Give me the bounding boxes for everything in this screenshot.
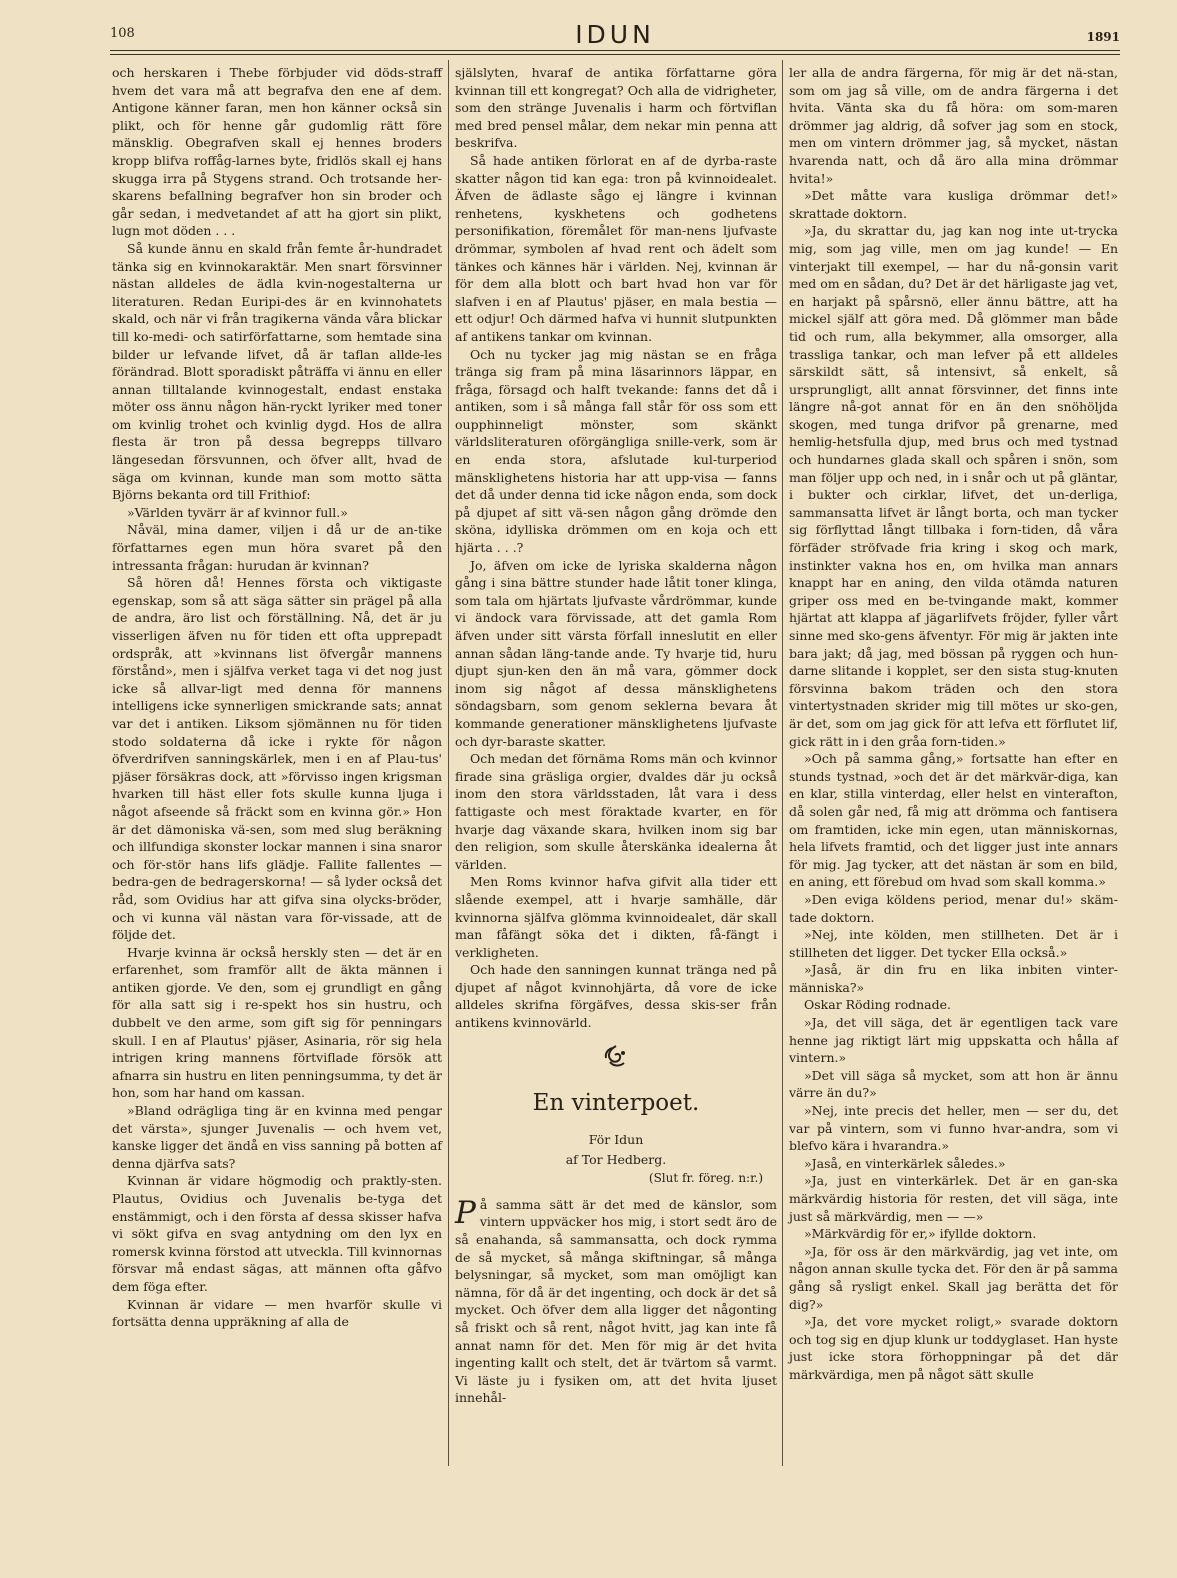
paragraph: »Nej, inte precis det heller, men — ser du, det var på vintern, som vi funno hvar-andra, som vi blefvo kära i hvarandra.» [789,1103,1118,1154]
paragraph: »Det vill säga så mycket, som att hon är ännu värre än du?» [789,1067,1118,1101]
paragraph: »Ja, det vill säga, det är egentligen tack vare henne jag riktigt lärt mig uppskatta och hålla af vintern.» [789,1015,1118,1066]
article-for-line: För Idun [588,1132,644,1148]
paragraph: »Nej, inte kölden, men stillheten. Det är i stillheten det ligger. Det tycker Ella också.» [789,927,1118,960]
column-divider [448,60,449,1466]
paragraph: »Jaså, en vinterkärlek således.» [804,1155,1006,1171]
paragraph: Och medan det förnäma Roms män och kvinnor firade sina gräsliga orgier, dvaldes där ju också inom den stora världsstaden, låt vara i dess fattigaste och mest föraktade kvarter, en för hvarje dag växande skara, hvilken inom sig bar den religion, som skulle återskänka idealerna åt världen. [455,751,777,872]
paragraph: Så hade antiken förlorat en af de dyrba-raste skatter någon tid kan ega: tron på kvinnoidealet. Äfven de ädlaste sågo ej längre i kvinnan renhetens, kyskhetens och godhetens personifikation, föremålet för man-nens ljufvaste drömmar, symbolen af hvad rent och ädelt som tänkes och kännes här i världen. Nej, kvinnan är för dem alla blott och bart hvad hon var för slafven i en af Plautus' pjäser, en mala bestia — ett odjur! Och därmed hafva vi hunnit slutpunkten af antikens tankar om kvinnan. [455,152,777,344]
masthead: IDUN [575,20,655,49]
paragraph: »Ja, det vore mycket roligt,» svarade doktorn och tog sig en djup klunk ur toddyglaset. Han hyste just icke stora förhoppningar på det där märkvärdiga, men på något sätt skulle [789,1314,1118,1382]
column-1 [112,64,442,1331]
paragraph: Och hade den sanningen kunnat tränga ned på djupet af något kvinnohjärta, då vore de icke alldeles skrifna förgäfves, dessa skis-ser från antikens kvinnovärld. [455,962,777,1031]
column-divider [782,60,783,1466]
paragraph: Så hören då! Hennes första och viktigaste egenskap, som så att säga sätter sin prägel på alla de andra, äro list och förställning. Nå, det är ju visserligen äfven nu för tiden ett ofta upprepadt ordspråk, att »kvinnans list öfvergår mannens förstånd», men i själfva verket taga vi det nog just icke så allvar-ligt med denna för mannens intelligens icke synnerligen smickrande sats; annat var det i antiken. Liksom sjömännen nu för tiden stodo soldaterna då icke i rykte för någon öfverdrifven sanningskärlek, men i en af Plau-tus' pjäser försäkras dock, att »förvisso ingen krigsman hvarken till häst eller fots skulle kunna ljuga i något afseende så fräckt som en kvinna gör.» Hon är det dämoniska vä-sen, som med slug beräkning och illfundiga skonster lockar mannen i sina snaror och för-stör hans lifs glädje. Fallite fallentes — bedra-gen de bedragerskorna! — så lyder också det råd, som Ovidius har att gifva sina olycks-bröder, och vi kunna väl nästan vara för-vissade, att de följde det. [112,575,442,943]
header-rule [110,50,1120,51]
article-title: En vinterpoet. [532,1090,700,1117]
drop-cap: P [455,1194,476,1231]
paragraph: »Bland odrägliga ting är en kvinna med pengar det värsta», sjunger Juvenalis — och hvem vet, kanske ligger det ändå en viss sanning på botten af denna djärfva sats? [112,1103,442,1171]
paragraph: »Ja, du skrattar du, jag kan nog inte ut-trycka mig, som jag ville, men om jag kunde! — En vinterjakt till exempel, — har du nå-gonsin varit med om en sådan, du? Det är det härligaste jag vet, en harjakt på spårsnö, eller ännu bättre, att ha mickel själf att göra med. Då glömmer man både tid och rum, alla bekymmer, alla omsorger, alla trassliga tankar, och man lefver på ett alldeles särskildt sätt, så intensivt, så enkelt, så ursprungligt, allt annat försvinner, det finns inte längre nå-got annat för en än den snöhöljda skogen, med tunga drifvor på grenarne, med hemlig-hetsfulla djup, med brus och med tystnad och hundarnes glada skall och spåren i snön, som man följer upp och ned, in i snår och ut på gläntar, i bukter och cirklar, lifvet, det un-derliga, sammansatta lifvet är långt borta, och man tycker sig förflyttad långt tillbaka i forn-tiden, då våra förfäder ströfvade fria kring i skog och mark, instinkter vakna hos en, om hvilka man annars knappt har en aning, den vilda otämda naturen griper oss med en be-tvingande makt, kommer hjärtat att klappa af jägarlifvets fröjder, fyller vårt sinne med sko-gens äfventyr. För mig är jakten inte bara jakt; då jag, med bössan på ryggen och hun-darne slitande i kopplet, ser den sista stug-knuten försvinna bakom träden och den stora vintertystnaden skrider mig till mötes ur sko-gen, är det, som om jag gick för att lefva ett förflutet lif, gick rätt in i den gråa forn-tiden.» [789,223,1118,749]
paragraph: Men Roms kvinnor hafva gifvit alla tider ett slående exempel, att i hvarje samhälle, där kvinnorna själfva glömma kvinnoidealet, där skall man fåfängt söka det i dikten, få-fängt i verkligheten. [455,874,777,960]
paragraph: Hvarje kvinna är också herskly sten — det är en erfarenhet, som framför allt de äkta männen i antiken gjorde. Ve den, som ej grundligt en gång för alla satt sig i re-spekt hos sin hustru, och dubbelt ve den arme, som gift sig för penningars skull. I en af Plautus' pjäser, Asinaria, rör sig hela intrigen kring mannens förtviflade försök att afnarra sin hustru en liten penningsumma, ty det är hon, som har hand om kassan. [112,944,442,1101]
article-author: af Tor Hedberg. [565,1152,667,1168]
paragraph: Och nu tycker jag mig nästan se en fråga tränga sig fram på mina läsarinnors läppar, en fråga, försagd och halft tvekande: fanns det då i antiken, som i så många fall står för oss som ett oupphinneligt mönster, som skänkt världsliteraturen oförgängliga snille-verk, som är en enda stora, afslutade kul-turperiod mänsklighetens historia har att upp-visa — fanns det då under denna tid icke någon enda, som dock på djupet af sitt vä-sen någon gång drömde den sköna, idylliska drömmen om en koja och ett hjärta . . .? [455,346,777,556]
paragraph: och herskaren i Thebe förbjuder vid döds-straff hvem det vara må att begrafva den ene af dem. Antigone känner faran, men hon känner också sin plikt, och för henne går gudomlig rätt före mänsklig. Obegrafven skall ej hennes broders kropp blifva roffåg-larnes byte, fridlös skall ej hans skugga irra på Stygens strand. Och trotsande her-skarens befallning begrafver hon sin broder och går sedan, i medvetandet af att ha gjort sin plikt, lugn mot döden . . . [112,65,442,239]
paragraph: »Märkvärdig för er,» ifyllde doktorn. [804,1226,1037,1242]
paragraph: Jo, äfven om icke de lyriska skalderna någon gång i sina bättre stunder hade låtit toner klinga, som tala om hjärtats ljufvaste vårdrömmar, kunde vi ändock vara förvissade, att det gamla Rom äfven under sitt värsta förfall inneslutit en eller annan sådan läng-tande ande. Ty hvarje tid, huru djupt sjun-ken den än må vara, gömmer dock inom sig något af dessa mänsklighetens söndagsbarn, som genom seklerna bevara åt kommande generationer mänsklighetens ljufvaste och dyr-baraste skatter. [455,557,777,749]
paragraph: ler alla de andra färgerna, för mig är det nä-stan, som om jag så ville, om de andra färgerna i det hvita. Vänta ska du få höra: om som-maren drömmer jag aldrig, då sofver jag som en stock, men om vintern drömmer jag, så mycket, nästan hvarenda natt, och då äro alla mina drömmar hvita!» [789,65,1118,186]
paragraph: »Jaså, är din fru en lika inbiten vinter-människa?» [789,962,1118,995]
column-3 [789,64,1118,1384]
issue-year: 1891 [1086,30,1120,44]
column-2 [455,64,777,1407]
paragraph: »Ja, för oss är den märkvärdig, jag vet inte, om någon annan skulle tycka det. För den är på samma gång så rysligt enkel. Skall jag berätta det för dig?» [789,1243,1118,1312]
header-rule [110,54,1120,55]
quote-line: »Världen tyvärr är af kvinnor full.» [127,504,348,520]
paragraph-text: å samma sätt är det med de känslor, som vintern uppväcker hos mig, i stort sedt äro de så enahanda, så sammansatta, och dock rymma de så mycket, så många skiftningar, så många belysningar, så mycket, som man omöjligt kan nämna, för då är det ingenting, och dock är det så mycket. Och öfver dem alla ligger det någonting så friskt och så rent, något hvitt, jag kan inte få annat namn för det. Men för mig är det hvita ingenting kallt och stelt, det är tvärtom så varmt. Vi läste ju i fysiken om, att det hvita ljuset innehål- [455,1196,777,1406]
paragraph: »Det måtte vara kusliga drömmar det!» skrattade doktorn. [789,188,1118,221]
page-number: 108 [110,26,135,41]
fleuron-ornament-icon [455,1044,777,1075]
paragraph: Oskar Röding rodnade. [804,997,951,1013]
paragraph: »Ja, just en vinterkärlek. Det är en gan-ska märkvärdig historia för resten, det vill säga, inte just så märkvärdig, men — —» [789,1173,1118,1224]
paragraph: Nåväl, mina damer, viljen i då ur de an-tike författarnes egen mun höra svaret på den intressanta frågan: hurudan är kvinnan? [112,522,442,573]
paragraph: Så kunde ännu en skald från femte år-hundradet tänka sig en kvinnokaraktär. Men snart försvinner nästan alldeles de ädla kvin-nogestalterna ur literaturen. Redan Euripi-des är en kvinnohatets skald, och när vi från tragikerna vända våra blickar till ko-medi- och satirförfattarne, som hemtade sina bilder ur lefvande lifvet, då är taflan allde-les förändrad. Blott sporadiskt påträffa vi ännu en eller annan tilltalande kvinnogestalt, endast enstaka möter oss ännu någon hän-ryckt lyriker med toner om kvinlig trohet och kvinlig dygd. Hos de allra flesta är tron på dessa begrepps tillvaro längesedan försvunnen, och öfver allt, hvad de säga om kvinnan, kunde man som motto sätta Björns bekanta ord till Frithiof: [112,240,442,503]
paragraph: »Den eviga köldens period, menar du!» skäm-tade doktorn. [789,891,1118,925]
article-first-paragraph [455,1196,777,1407]
paragraph: Kvinnan är vidare högmodig och praktly-sten. Plautus, Ovidius och Juvenalis be-tyga det enstämmigt, och i den första af dessa skisser hafva vi sökt gifva en svag antydning om den lyx en romersk kvinna förstod att utveckla. Till kvinnornas försvar må endast sägas, att männen ofta gåfvo dem föga efter. [112,1173,442,1294]
continued-note: (Slut fr. föreg. n:r.) [648,1171,763,1186]
paragraph: Kvinnan är vidare — men hvarför skulle vi fortsätta denna uppräkning af alla de [112,1296,442,1330]
paragraph: själslyten, hvaraf de antika författarne göra kvinnan till ett kongregat? Och alla de vidrigheter, som den stränge Juvenalis i harm och förtviflan med bred pensel målar, dem nekar min penna att beskrifva. [455,65,777,151]
paragraph: »Och på samma gång,» fortsatte han efter en stunds tystnad, »och det är det märkvär-diga, kan en klar, stilla vinterdag, eller helst en vinterafton, då solen går ned, få mig att drömma och fantisera om framtiden, icke min egen, utan människornas, hela lifvets framtid, och det ligger just inte annars för mig. Jag tycker, att det nästan är som en bild, en aning, ett förebud om hvad som skall komma.» [789,751,1118,890]
